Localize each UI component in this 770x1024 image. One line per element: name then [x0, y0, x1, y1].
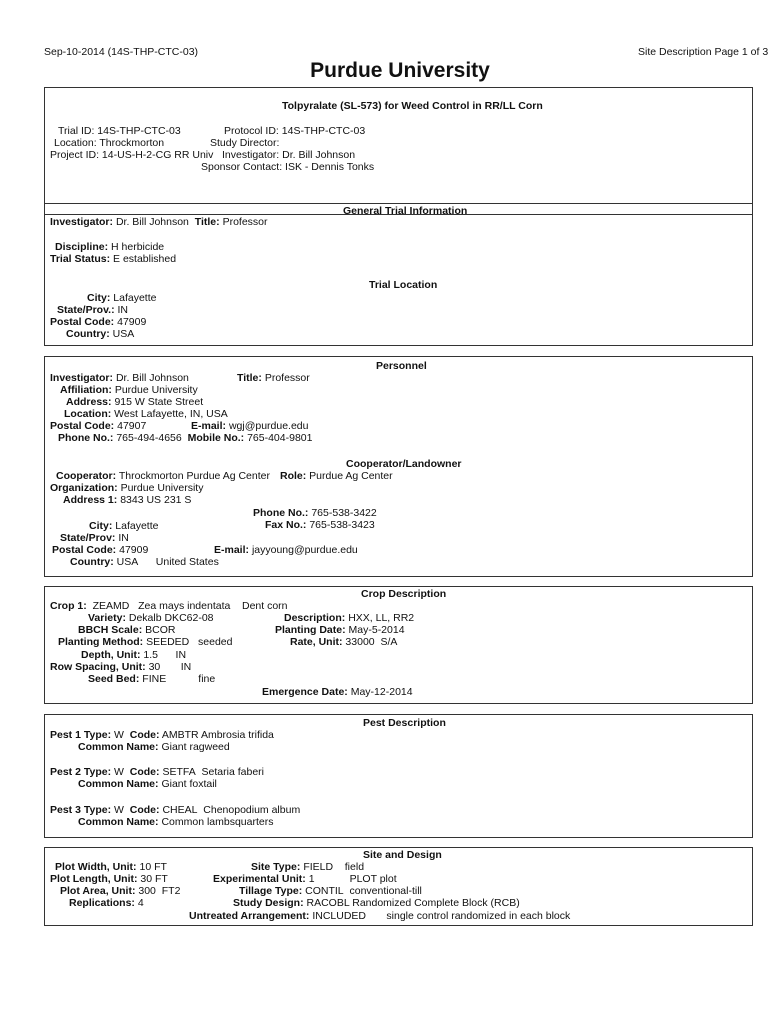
cooperator-city: City: Lafayette: [89, 520, 159, 532]
study-director: Study Director:: [210, 137, 280, 149]
pest-3-common: Common Name: Common lambsquarters: [78, 816, 274, 828]
personnel-affiliation: Affiliation: Purdue University: [60, 384, 198, 396]
header-date-trial: Sep-10-2014 (14S-THP-CTC-03): [44, 46, 199, 58]
site-plot-length: Plot Length, Unit: 30 FT: [50, 873, 168, 885]
site-study-design: Study Design: RACOBL Randomized Complete Block (RCB): [233, 897, 520, 909]
crop-seed-bed: Seed Bed: FINE fine: [88, 673, 216, 685]
general-status: Trial Status: E established: [50, 253, 177, 265]
crop-1: Crop 1: ZEAMD Zea mays indentata Dent corn: [50, 600, 288, 612]
trial-investigator: Investigator: Dr. Bill Johnson: [222, 149, 356, 161]
general-heading: General Trial Information: [343, 205, 468, 217]
site-heading: Site and Design: [363, 849, 442, 861]
crop-rate: Rate, Unit: 33000 S/A: [290, 636, 398, 648]
trial-title: Tolpyralate (SL-573) for Weed Control in RR/LL Corn: [282, 100, 543, 112]
site-untreated-arrangement: Untreated Arrangement: INCLUDED single control randomized in each block: [189, 910, 571, 922]
personnel-address: Address: 915 W State Street: [66, 396, 204, 408]
pest-1-type: Pest 1 Type: W Code: AMBTR Ambrosia trifida: [50, 729, 274, 741]
pest-2-type: Pest 2 Type: W Code: SETFA Setaria faberi: [50, 766, 264, 778]
general-investigator: Investigator: Dr. Bill Johnson Title: Professor: [50, 216, 268, 228]
personnel-location: Location: West Lafayette, IN, USA: [64, 408, 228, 420]
site-replications: Replications: 4: [69, 897, 144, 909]
pest-heading: Pest Description: [363, 717, 446, 729]
crop-heading: Crop Description: [361, 588, 447, 600]
cooperator-postal: Postal Code: 47909: [52, 544, 149, 556]
crop-variety: Variety: Dekalb DKC62-08: [88, 612, 214, 624]
trial-location: Location: Throckmorton: [54, 137, 165, 149]
pest-1-common: Common Name: Giant ragweed: [78, 741, 230, 753]
trial-location-fields: City: Lafayette State/Prov.: IN Postal Code: 47909 Country: USA: [50, 292, 157, 340]
crop-planting-date: Planting Date: May-5-2014: [275, 624, 405, 636]
sponsor-contact: Sponsor Contact: ISK - Dennis Tonks: [201, 161, 375, 173]
crop-planting-method: Planting Method: SEEDED seeded: [58, 636, 233, 648]
pest-2-common: Common Name: Giant foxtail: [78, 778, 217, 790]
site-plot-width: Plot Width, Unit: 10 FT: [55, 861, 167, 873]
cooperator-fax: Fax No.: 765-538-3423: [265, 519, 375, 531]
header-page-number: Site Description Page 1 of 3: [638, 46, 769, 58]
cooperator-state: State/Prov: IN: [60, 532, 129, 544]
general-discipline: Discipline: H herbicide: [55, 241, 165, 253]
personnel-investigator: Investigator: Dr. Bill Johnson: [50, 372, 189, 384]
crop-bbch: BBCH Scale: BCOR: [78, 624, 176, 636]
trial-location-heading: Trial Location: [369, 279, 438, 291]
project-id: Project ID: 14-US-H-2-CG RR Univ: [50, 149, 214, 161]
page-title: Purdue University: [310, 59, 490, 82]
protocol-id: Protocol ID: 14S-THP-CTC-03: [224, 125, 366, 137]
cooperator-email: E-mail: jayyoung@purdue.edu: [214, 544, 358, 556]
cooperator-organization: Organization: Purdue University: [50, 482, 204, 494]
site-type: Site Type: FIELD field: [251, 861, 365, 873]
cooperator-heading: Cooperator/Landowner: [346, 458, 462, 470]
pest-3-type: Pest 3 Type: W Code: CHEAL Chenopodium album: [50, 804, 301, 816]
cooperator-role: Role: Purdue Ag Center: [280, 470, 393, 482]
personnel-postal: Postal Code: 47907: [50, 420, 147, 432]
personnel-email: E-mail: wgj@purdue.edu: [191, 420, 309, 432]
cooperator-address: Address 1: 8343 US 231 S: [63, 494, 192, 506]
cooperator-country: Country: USA United States: [70, 556, 219, 568]
personnel-phones: Phone No.: 765-494-4656 Mobile No.: 765-404-9801: [58, 432, 313, 444]
site-experimental-unit: Experimental Unit: 1 PLOT plot: [213, 873, 397, 885]
crop-description: Description: HXX, LL, RR2: [284, 612, 415, 624]
site-plot-area: Plot Area, Unit: 300 FT2: [60, 885, 181, 897]
personnel-heading: Personnel: [376, 360, 427, 372]
cooperator-name: Cooperator: Throckmorton Purdue Ag Center: [56, 470, 270, 482]
personnel-title: Title: Professor: [237, 372, 310, 384]
cooperator-phone: Phone No.: 765-538-3422: [253, 507, 377, 519]
site-tillage-type: Tillage Type: CONTIL conventional-till: [239, 885, 422, 897]
trial-id: Trial ID: 14S-THP-CTC-03: [58, 125, 181, 137]
crop-row-spacing: Row Spacing, Unit: 30 IN: [50, 661, 192, 673]
crop-depth: Depth, Unit: 1.5 IN: [81, 649, 187, 661]
crop-emergence-date: Emergence Date: May-12-2014: [262, 686, 413, 698]
